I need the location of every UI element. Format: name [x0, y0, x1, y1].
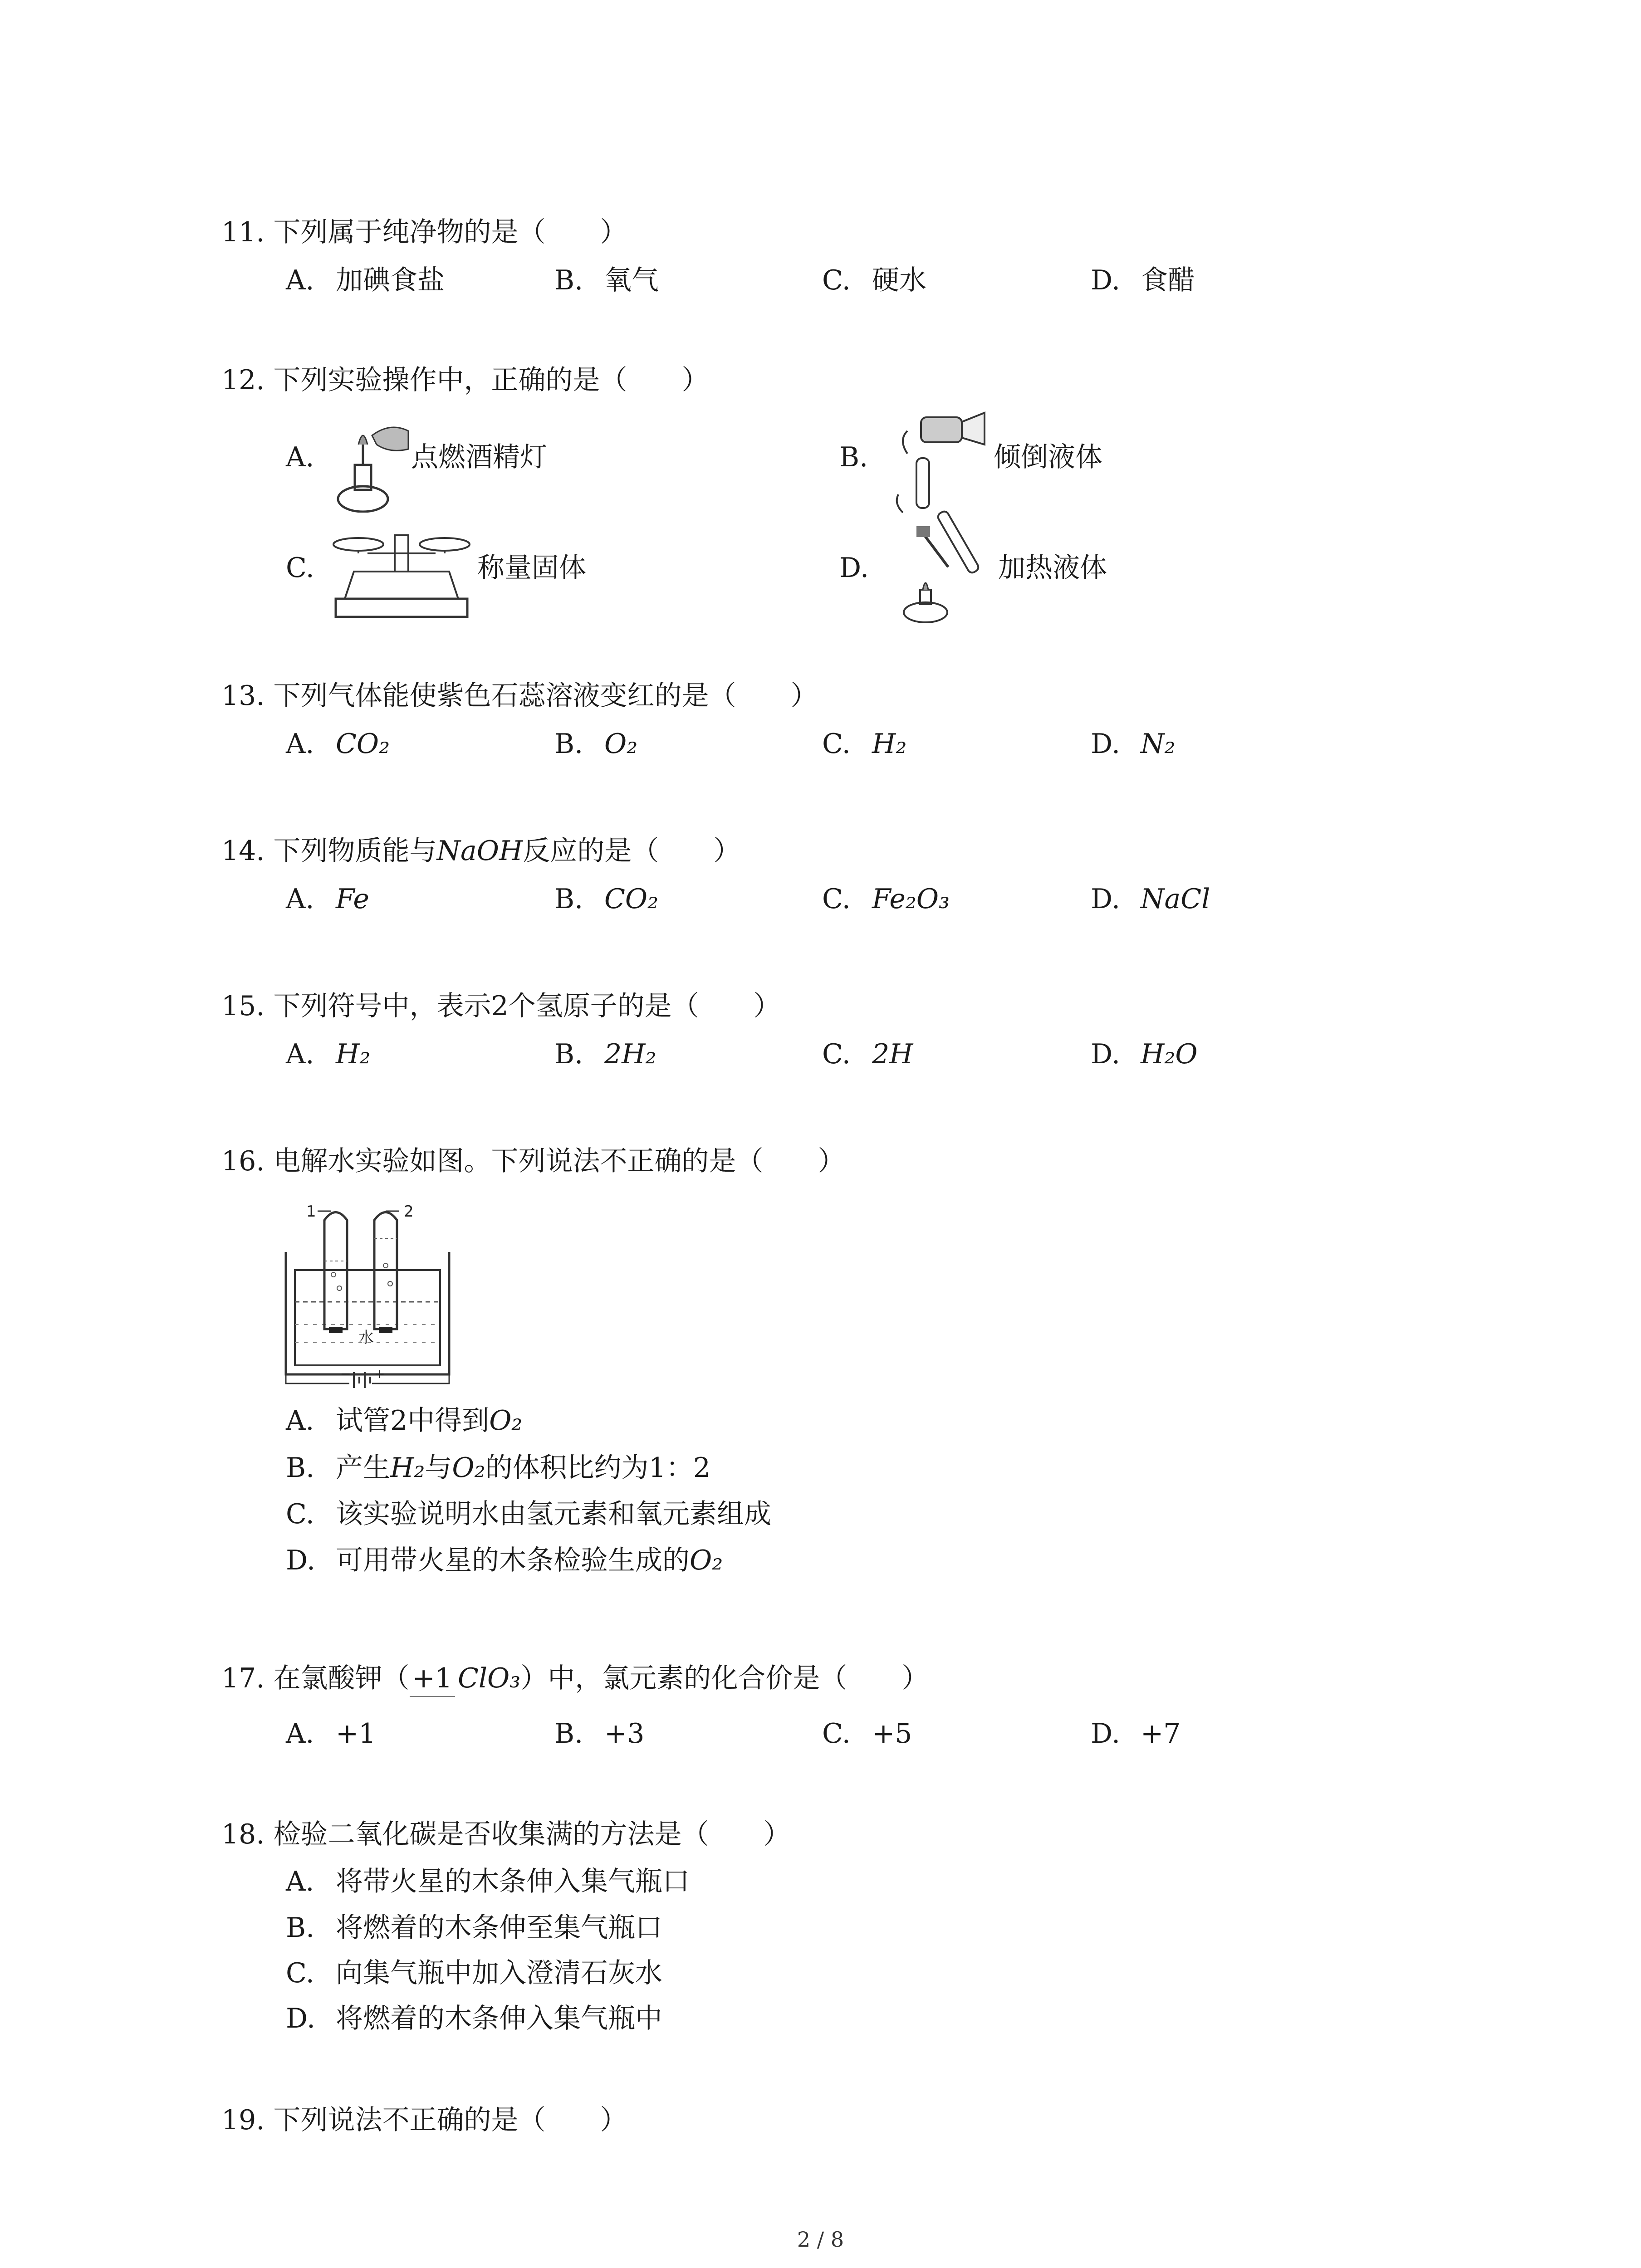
option-text: 加碘食盐: [336, 264, 445, 296]
q17-option-b: [554, 1716, 644, 1752]
option-label: B.: [286, 1452, 315, 1484]
question-12-stem: 12. 下列实验操作中，正确的是（ ）: [221, 364, 709, 396]
option-label: D.: [286, 2003, 316, 2034]
option-label: C.: [286, 1957, 314, 1989]
q13-option-c: [822, 726, 906, 762]
option-label: C.: [822, 728, 851, 760]
option-formula: O₂: [604, 728, 638, 760]
option-text: 的体积比约为1：2: [485, 1452, 710, 1484]
question-19-stem: 19. 下列说法不正确的是（ ）: [221, 2104, 627, 2136]
option-value: +5: [872, 1718, 912, 1750]
option-label: D.: [1091, 1718, 1121, 1750]
option-formula: H₂: [390, 1452, 425, 1484]
q15-option-b: [554, 1036, 656, 1072]
option-text: 与: [425, 1452, 452, 1484]
balance-weighing-image: [327, 517, 476, 621]
alcohol-lamp-lighting-image: [331, 408, 413, 513]
minus-terminal-label: −: [340, 1366, 351, 1381]
q12-option-a-text: 点燃酒精灯: [411, 441, 547, 473]
option-text: 氧气: [604, 264, 659, 296]
option-text: 将燃着的木条伸入集气瓶中: [336, 2003, 662, 2034]
q12-option-b-label: B.: [839, 441, 868, 473]
option-text: 试管2中得到: [336, 1405, 490, 1437]
option-label: B.: [554, 883, 583, 915]
option-text: 可用带火星的木条检验生成的: [336, 1545, 690, 1576]
q11-option-c: [822, 262, 926, 298]
q15-option-d: [1091, 1036, 1198, 1072]
option-value: +7: [1141, 1718, 1181, 1750]
option-label: C.: [822, 883, 851, 915]
option-text: 产生: [336, 1452, 390, 1484]
water-electrolysis-diagram: [281, 1193, 454, 1388]
q13-option-b: [554, 726, 637, 762]
option-value: +3: [604, 1718, 645, 1750]
q17-option-d: [1091, 1716, 1181, 1752]
option-label: C.: [286, 1498, 314, 1530]
option-label: D.: [1091, 264, 1121, 296]
option-label: A.: [286, 1405, 314, 1437]
stem-text: 反应的是（ ）: [523, 835, 741, 867]
option-formula: CO₂: [604, 883, 659, 915]
option-label: B.: [554, 1718, 583, 1750]
q11-option-d: [1091, 262, 1195, 298]
q14-option-b: [554, 881, 658, 917]
option-label: B.: [554, 1038, 583, 1070]
q18-option-b: [286, 1910, 662, 1946]
stem-text: ）中，氯元素的化合价是（ ）: [520, 1662, 929, 1694]
tube-1-label: 1: [306, 1202, 316, 1221]
option-formula: N₂: [1141, 728, 1176, 760]
q16-option-b: [286, 1450, 710, 1486]
question-11-stem: 11. 下列属于纯净物的是（ ）: [221, 216, 627, 248]
option-label: D.: [1091, 883, 1121, 915]
option-formula: NaCl: [1141, 883, 1210, 915]
heating-liquid-image: [885, 499, 994, 626]
q13-option-a: [286, 726, 390, 762]
stem-formula: ClO₃: [457, 1662, 521, 1694]
option-formula: Fe: [336, 883, 369, 915]
q12-option-c-label: C.: [286, 552, 314, 584]
option-label: A.: [286, 1038, 314, 1070]
stem-text: 14. 下列物质能与: [221, 835, 437, 867]
q14-option-d: [1091, 881, 1210, 917]
q12-option-a-label: A.: [286, 441, 314, 473]
water-label: 水: [358, 1329, 374, 1347]
q18-option-d: [286, 2000, 662, 2037]
q14-option-c: [822, 881, 950, 917]
option-label: A.: [286, 264, 314, 296]
option-text: 硬水: [872, 264, 926, 296]
option-label: C.: [822, 1718, 851, 1750]
q11-option-b: [554, 262, 659, 298]
question-17-stem: [221, 1660, 929, 1698]
tube-2-label: 2: [404, 1202, 414, 1221]
option-text: 该实验说明水由氢元素和氧元素组成: [336, 1498, 771, 1530]
q12-option-d-text: 加热液体: [998, 552, 1107, 584]
option-formula: 2H₂: [604, 1038, 656, 1070]
question-16-stem: 16. 电解水实验如图。下列说法不正确的是（ ）: [221, 1145, 845, 1177]
option-label: D.: [1091, 1038, 1121, 1070]
option-label: D.: [286, 1545, 316, 1576]
option-formula: O₂: [452, 1452, 485, 1484]
option-text: 向集气瓶中加入澄清石灰水: [336, 1957, 662, 1989]
q17-option-c: [822, 1716, 912, 1752]
q12-option-b-text: 倾倒液体: [994, 441, 1102, 473]
option-label: B.: [286, 1912, 315, 1944]
option-formula: CO₂: [336, 728, 390, 760]
question-18-stem: 18. 检验二氧化碳是否收集满的方法是（ ）: [221, 1818, 791, 1850]
option-formula: Fe₂O₃: [872, 883, 950, 915]
option-formula: 2H: [872, 1038, 913, 1070]
option-label: A.: [286, 883, 314, 915]
q16-option-d: [286, 1542, 723, 1579]
option-label: A.: [286, 1718, 314, 1750]
q12-option-c-text: 称量固体: [477, 552, 586, 584]
option-formula: H₂O: [1141, 1038, 1198, 1070]
option-formula: H₂: [872, 728, 907, 760]
q15-option-a: [286, 1036, 370, 1072]
option-label: C.: [822, 264, 851, 296]
plus-terminal-label: +: [374, 1366, 385, 1381]
question-14-stem: [221, 833, 740, 869]
option-label: C.: [822, 1038, 851, 1070]
oxidation-state-mark: +1: [410, 1660, 455, 1698]
option-label: D.: [1091, 728, 1121, 760]
option-text: 将带火星的木条伸入集气瓶口: [336, 1866, 690, 1897]
option-formula: H₂: [336, 1038, 371, 1070]
q18-option-c: [286, 1955, 662, 1991]
q15-option-c: [822, 1036, 913, 1072]
option-formula: O₂: [690, 1545, 723, 1576]
option-label: B.: [554, 264, 583, 296]
stem-text: 17. 在氯酸钾（: [221, 1662, 410, 1694]
option-text: 将燃着的木条伸至集气瓶口: [336, 1912, 662, 1944]
option-text: 食醋: [1141, 264, 1195, 296]
question-13-stem: 13. 下列气体能使紫色石蕊溶液变红的是（ ）: [221, 680, 818, 712]
option-formula: O₂: [489, 1405, 523, 1437]
q18-option-a: [286, 1863, 690, 1900]
q16-option-a: [286, 1403, 522, 1439]
q14-option-a: [286, 881, 369, 917]
q11-option-a: [286, 262, 445, 298]
q16-option-c: [286, 1496, 771, 1532]
q13-option-d: [1091, 726, 1176, 762]
option-label: A.: [286, 1866, 314, 1897]
option-label: A.: [286, 728, 314, 760]
question-15-stem: 15. 下列符号中，表示2个氢原子的是（ ）: [221, 990, 781, 1022]
stem-formula: NaOH: [436, 835, 523, 867]
q17-option-a: [286, 1716, 376, 1752]
q12-option-d-label: D.: [839, 552, 869, 584]
option-value: +1: [336, 1718, 376, 1750]
page-number: 2 / 8: [797, 2227, 844, 2252]
option-label: B.: [554, 728, 583, 760]
